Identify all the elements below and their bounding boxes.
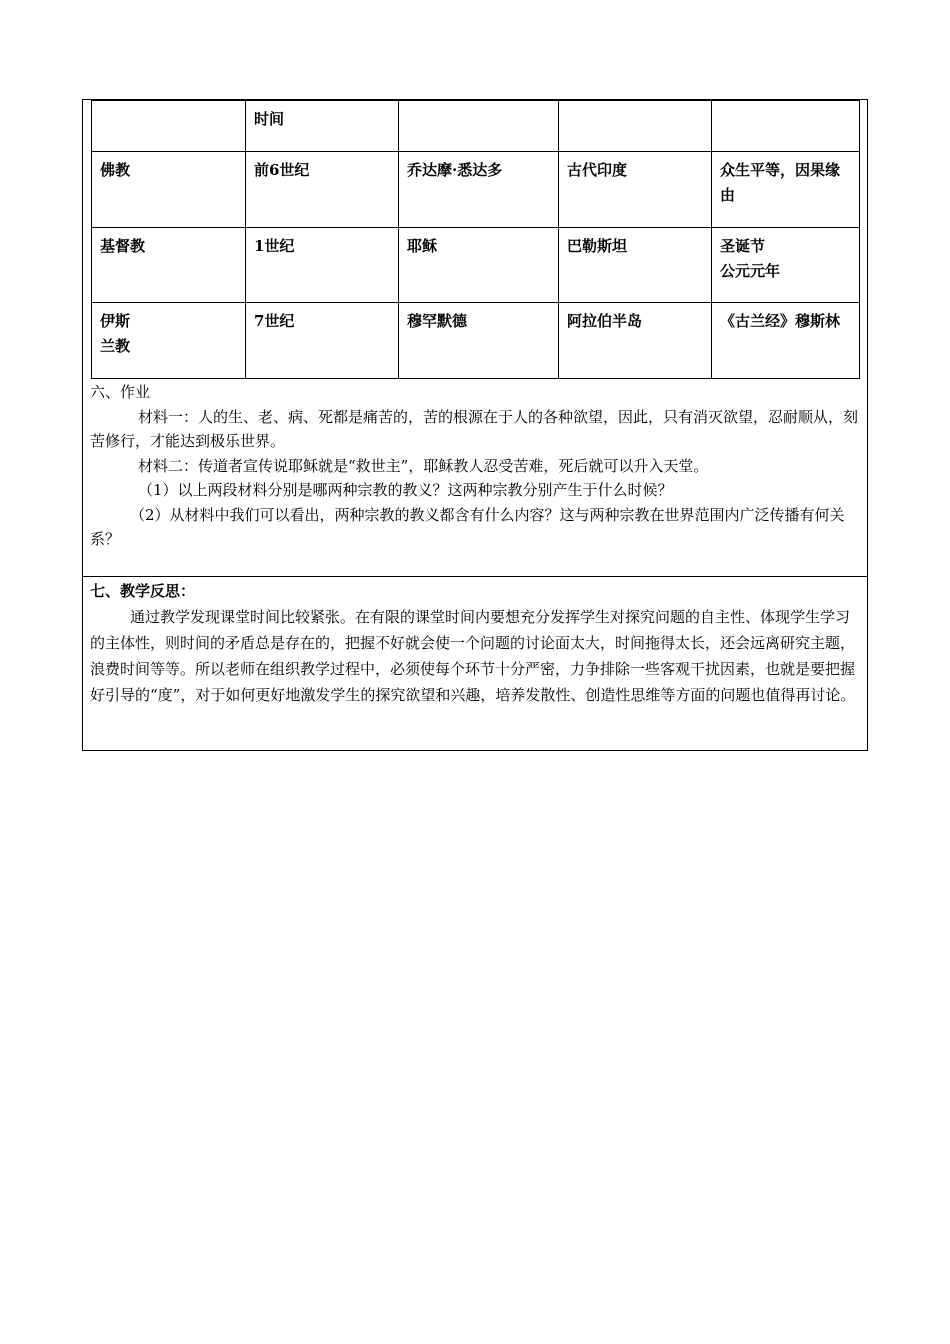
table-cell [399, 101, 559, 152]
question-two: （2）从材料中我们可以看出，两种宗教的教义都含有什么内容？这与两种宗教在世界范围内广泛传播有何关系？ [90, 505, 845, 548]
table-row [92, 101, 860, 152]
homework-section [90, 380, 860, 552]
table-cell: 圣诞节 公元元年 [712, 228, 860, 303]
table-row [92, 228, 860, 303]
table-cell: 穆罕默德 [399, 303, 559, 379]
material-one: 材料一：人的生、老、病、死都是痛苦的，苦的根源在于人的各种欲望，因此，只有消灭欲望，忍耐顺从，刻苦修行，才能达到极乐世界。 [90, 407, 859, 450]
table-cell: 伊斯 兰教 [92, 303, 246, 379]
table-cell: 前6世纪 [246, 152, 399, 228]
table-cell [712, 101, 860, 152]
table-cell: 阿拉伯半岛 [559, 303, 712, 379]
question-one: （1）以上两段材料分别是哪两种宗教的教义？这两种宗教分别产生于什么时候？ [138, 481, 673, 499]
table-cell: 基督教 [92, 228, 246, 303]
table-cell: 1世纪 [246, 228, 399, 303]
table-cell: 《古兰经》穆斯林 [712, 303, 860, 379]
table-cell: 古代印度 [559, 152, 712, 228]
table-cell: 乔达摩·悉达多 [399, 152, 559, 228]
table-cell [559, 101, 712, 152]
table-cell: 耶稣 [399, 228, 559, 303]
table-row [92, 303, 860, 379]
table-cell: 佛教 [92, 152, 246, 228]
table-cell [92, 101, 246, 152]
reflection-heading: 七、教学反思： [90, 582, 196, 600]
table-cell: 7世纪 [246, 303, 399, 379]
homework-heading: 六、作业 [90, 383, 151, 401]
table-cell: 众生平等，因果缘由 [712, 152, 860, 228]
table-cell: 巴勒斯坦 [559, 228, 712, 303]
reflection-section [90, 579, 860, 708]
material-two: 材料二：传道者宣传说耶稣就是“救世主”，耶稣教人忍受苦难，死后就可以升入天堂。 [138, 456, 709, 475]
table-cell: 时间 [246, 101, 399, 152]
reflection-body: 通过教学发现课堂时间比较紧张。在有限的课堂时间内要想充分发挥学生对探究问题的自主性、体现学生学习的主体性，则时间的矛盾总是存在的，把握不好就会使一个问题的讨论面太大，时间拖得太长，还会远离研究主题，浪费时间等等。所以老师在组织教学过程中，必须使每个环节十分严密，力争排除一些客观干扰因素，也就是要把握好引导的“度”，对于如何更好地激发学生的探究欲望和兴趣，培养发散性、创造性思维等方面的问题也值得再讨论。 [90, 607, 856, 704]
religions-table [91, 100, 860, 379]
lesson-plan-frame [82, 99, 868, 751]
section-divider [83, 576, 867, 577]
table-row [92, 152, 860, 228]
